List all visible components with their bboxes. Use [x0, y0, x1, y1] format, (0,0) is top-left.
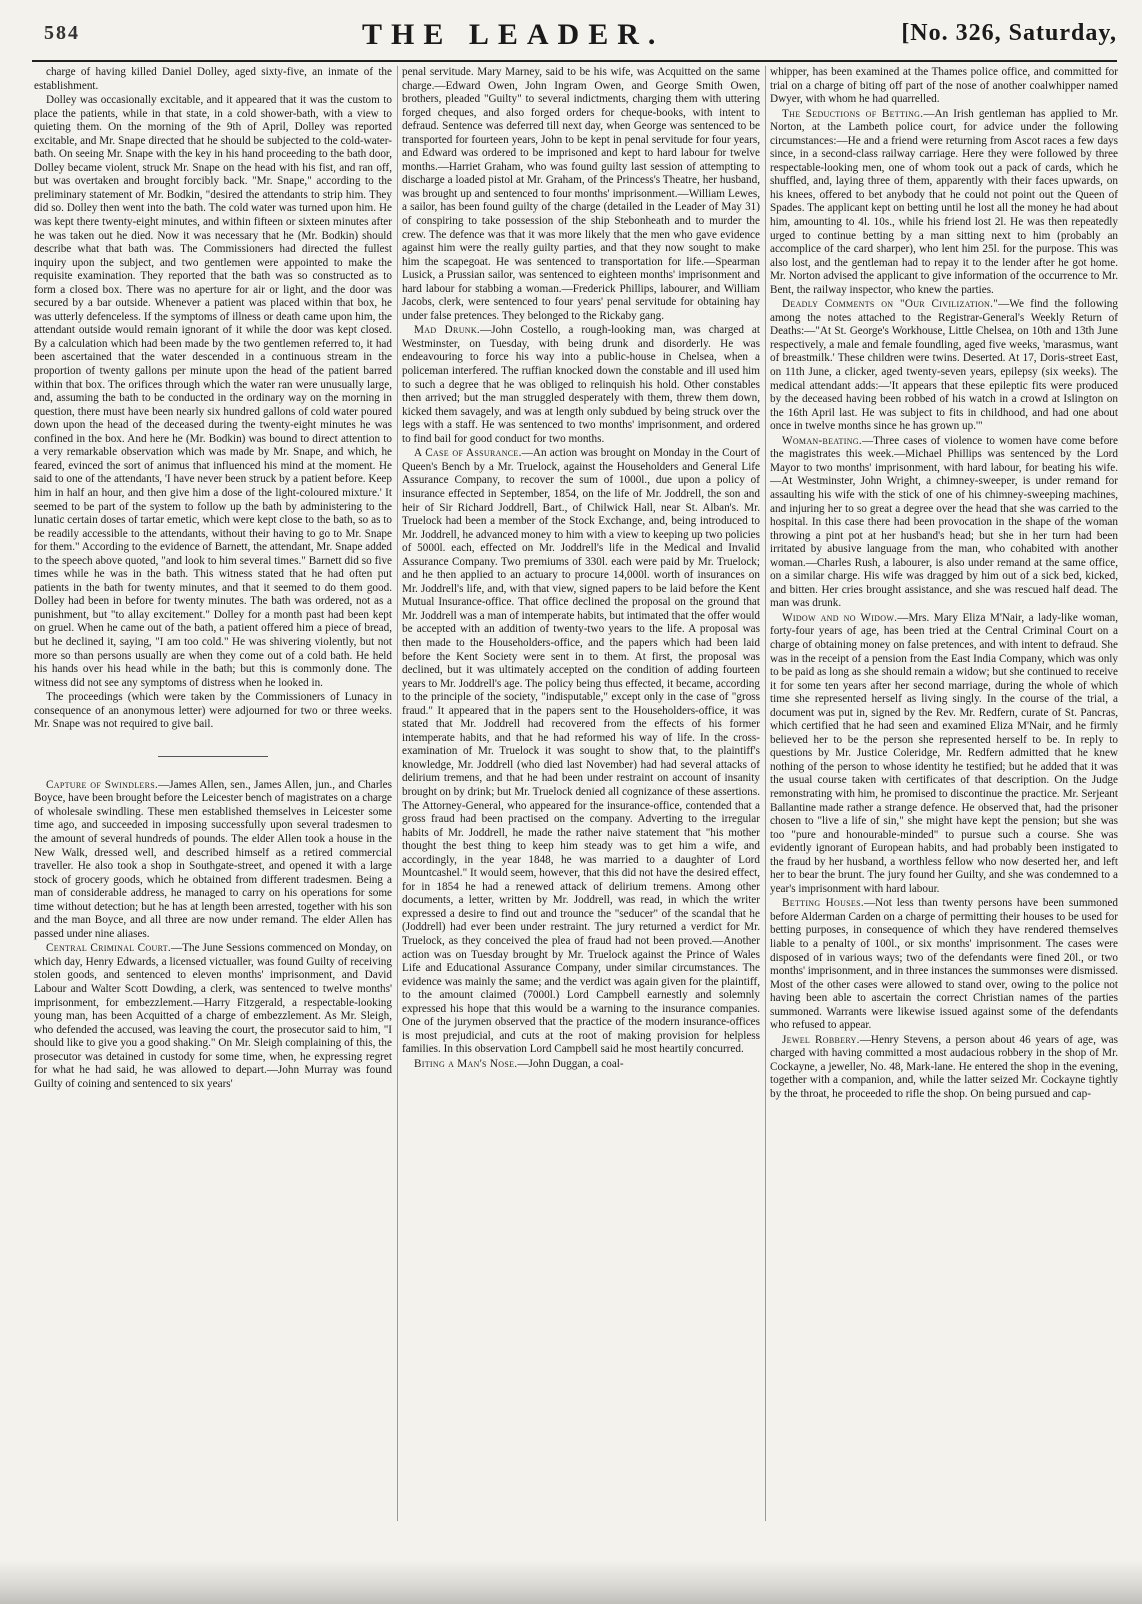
article-heading: Mad Drunk.: [414, 324, 481, 337]
article-paragraph: [34, 779, 392, 942]
article-paragraph: [770, 435, 1118, 611]
column-3: [770, 66, 1118, 1521]
article-text: Dolley was occasionally excitable, and it appeared that it was the custom to place the patients, while in that state, in a cold shower-bath, with a view to quieting them. On the morning of the 9th of April, Dolley was reported excitable, and Mr. Snape directed that he should be subjected to the cold-water-bath. On seeing Mr. Snape with the key in his hand proceeding to the bath door, Dolley became violent, struck Mr. Snape on the head with his fist, and ran off, but was overtaken and brought forcibly back. "Mr. Snape," according to the preliminary statement of Mr. Bodkin, "desired the attendants to strip him. They did so. Dolley then went into the bath. The cold water was turned upon him. He was kept there twenty-eight minutes, and within fifteen or sixteen minutes after he was taken out he died. Now it was necessary that he (Mr. Bodkin) should describe what that bath was. The Commissioners had directed the fullest inquiry upon the subject, and two gentlemen were appointed to make the requisite examination. They reported that the bath was so constructed as to form a closed box. There was no aperture for air or light, and the door was secured by a bar outside. Whenever a patient was placed within that box, he was utterly defenceless. If the symptoms of illness or death came upon him, the attendant outside would remain ignorant of it while the door was kept closed. By a calculation which had been made by the two gentlemen referred to, it had been ascertained that the water descended in a continuous stream in the proportion of twenty gallons per minute upon the head of the patient barred within that box. The orifices through which the water ran were unusually large, and, assuming the bath to be conducted in the ordinary way on the morning in question, there must have been nearly six hundred gallons of cold water poured down upon the head of the deceased during the twenty-eight minutes he was confined in the box. And here he (Mr. Bodkin) was bound to direct attention to a very remarkable observation which was made by Mr. Snape, and which, he feared, evinced the sort of animus that influenced his mind at the moment. He said to one of the attendants, 'I have never been struck by a patient before. Keep him in half an hour, and then give him a dose of the light-coloured mixture.' It seemed to be part of the system to follow up the bath by administering to the lunatic certain doses of tartar emetic, which were kept close to the bath, so as to be readily accessible to the attendants, without their having to go to Mr. Snape for them." According to the evidence of Barnett, the attendant, Mr. Snape added to the speech above quoted, "and look to him several times." Barnett did so five times while he was in the bath. This witness stated that he had often put patients in the bath for twenty minutes, and that it seemed to do them good. Dolley had been in before for twenty minutes. The bath was ordered, not as a punishment, but "to allay excitement." Dolley for a month past had been kept on gruel. When he came out of the bath, a patient offered him a piece of bread, but he declined it, saying, "I am too cold." He was shivering violently, but not more so than persons usually are when they come out of a cold bath. He held his hands over his head while in the bath; but this is commonly done. The witness did not see any symptoms of distress when he looked in.: [34, 94, 392, 689]
article-text: —The June Sessions commenced on Monday, on which day, Henry Edwards, a licensed victualler, was found Guilty of receiving stolen goods, and sentenced to eleven months' imprisonment, and David Labour and Walter Scott Dowding, a clerk, was sentenced to twelve months' imprisonment, for embezzlement.—Harry Fitzgerald, a respectable-looking young man, has been Acquitted of a charge of embezzlement. As Mr. Sleigh, who defended the accused, was leaving the court, the prosecutor said to him, "I should like to give you a good shaking." On Mr. Sleigh complaining of this, the prosecutor was detained in custody for some time, when, he expressing regret for what he had said, he was allowed to depart.—John Murray was found Guilty of coining and sentenced to six years': [34, 942, 392, 1090]
article-paragraph: [770, 298, 1118, 433]
article-heading: Betting Houses.: [782, 897, 864, 910]
header-rule: [32, 60, 1117, 62]
article-text: —John Costello, a rough-looking man, was charged at Westminster, on Tuesday, with being drunk and disorderly. He was endeavouring to force his way into a public-house in Chelsea, when a policeman interfered. The ruffian knocked down the constable and ill used him to such a degree that he was obliged to relinquish his hold. Other constables then arrived; but the man struggled desperately with them, threw them down, kicked them savagely, and was at length only subdued by being struck over the legs with a staff. He was sentenced to two months' imprisonment, and ordered to find bail for good conduct for two months.: [402, 324, 760, 445]
article-paragraph: [770, 612, 1118, 896]
column-separator: [397, 66, 398, 1521]
article-text: —John Duggan, a coal-: [517, 1057, 624, 1070]
masthead: THE LEADER.: [362, 18, 665, 51]
article-heading: Jewel Robbery.: [782, 1033, 860, 1046]
article-paragraph: [402, 324, 760, 446]
page-header: [32, 18, 1117, 60]
article-heading: Biting a Man's Nose.: [414, 1057, 518, 1070]
article-text: —An Irish gentleman has applied to Mr. Norton, at the Lambeth police court, for advice under the following circumstances:—He and a friend were returning from Ascot races a few days since, in a second-class railway carriage. Here they were followed by three respectable-looking men, one of whom took out a pack of cards, which he shuffled, and, laying three of them, apparently with their faces upwards, on his knees, offered to bet anybody that he could not point out the Queen of Spades. The applicant kept on betting until he lost all the money he had about him, amounting to 4l. 10s., while his friend lost 2l. He was then repeatedly urged to continue betting by a man sitting next to him (probably an accomplice of the card sharper), who lent him 25l. for the purpose. This was also lost, and the gentleman had to repay it to the lender after he got home. Mr. Norton advised the applicant to give information of the occurrence to Mr. Bent, the railway inspector, who knew the parties.: [770, 107, 1118, 296]
article-heading: Deadly Comments on "Our Civilization.": [782, 298, 999, 311]
article-text: —An action was brought on Monday in the Court of Queen's Bench by a Mr. Truelock, against the Householders and General Life Assurance Company, to recover the sum of 1000l., due upon a policy of insurance effected in September, 1854, on the life of Mr. Joddrell, the son and heir of Sir Richard Joddrell, Bart., of Chilwick Hall, near St. Alban's. Mr. Truelock had been a member of the Stock Exchange, and, being introduced to Mr. Joddrell, he advanced money to him with a view to keeping up two policies of 5000l. each, effected on Mr. Joddrell's life in the Medical and Invalid Assurance Company. Two premiums of 330l. each were paid by Mr. Truelock; and he then applied to an actuary to procure 14,000l. worth of insurances on Mr. Joddrell's life, and, with that view, signed papers to be laid before the Kent Mutual Insurance-office. That office declined the proposal on the ground that Mr. Joddrell was a man of intemperate habits, but intimated that the offer would be accepted with an addition of twenty-two years to the life. A proposal was then made to the Householders-office, and the papers which had been laid before the Kent Society were sent in to them. At first, the proposal was declined, but it was ultimately accepted on the condition of adding fourteen years to Mr. Joddrell's age. The policy being thus effected, it became, according to the principle of the society, "indisputable," except only in the case of "gross fraud." It appeared that in the papers sent to the Householders-office, it was stated that Mr. Joddrell had recovered from the effects of his former intemperate habits, and that he had reformed his way of life. In the cross-examination of Mr. Truelock it was sought to show that, to the plaintiff's knowledge, Mr. Joddrell (who died last November) had had several attacks of delirium tremens, and that he had been under restraint on account of insanity brought on by drink; but Mr. Truelock denied all cognizance of these assertions. The Attorney-General, who appeared for the insurance-office, contended that a gross fraud had been practised on the company. Adverting to the irregular habits of Mr. Joddrell, he made the rather naive statement that "his mother thought the best thing to keep him steady was to get him a wife, and accordingly, in the year 1848, he was married to a daughter of Lord Mountcashel." It would seem, however, that this did not have the desired effect, for in 1854 he had a renewed attack of delirium tremens. Among other documents, a letter, written by Mr. Joddrell, was read, in which the writer expressed a desire to find out and trounce the "seducer" of the scandal that he (Joddrell) had ever been under restraint. The jury returned a verdict for Mr. Truelock, as they conceived the plea of fraud had not been proved.—Another action was on Tuesday brought by Mr. Truelock against the Prince of Wales Life and Educational Assurance Company, under similar circumstances. The evidence was mainly the same; and the verdict was again given for the plaintiff, to the amount claimed (7000l.) Lord Campbell earnestly and solemnly expressed his hope that this would be a warning to the insurance companies. One of the jurymen observed that the practice of the modern insurance-offices is most prejudicial, and cuts at the root of making provision for helpless families. In this observation Lord Campbell said he most heartily concurred.: [402, 447, 760, 1056]
section-divider: [158, 756, 268, 757]
article-paragraph: [770, 66, 1118, 107]
article-paragraph: [402, 1058, 760, 1072]
article-text: —Mrs. Mary Eliza M'Nair, a lady-like woman, forty-four years of age, has been tried at the Central Criminal Court on a charge of obtaining money on false pretences, and with intent to defraud. She was in the receipt of a pension from the East India Company, which was only to be paid as long as she should remain a widow; but she continued to receive it for some ten years after her second marriage, during the whole of which time she represented herself as living singly. In the course of the trial, a document was put in, signed by the Rev. Mr. Redfern, curate of St. Pancras, which certified that he had seen and examined Eliza M'Nair, and he firmly believed her to be the person she represented herself to be. In reply to questions by Mr. Justice Coleridge, Mr. Redfern admitted that he knew nothing of the person to whose identity he testified; but he added that it was the usual course taken with certificates of that description. On the Judge remonstrating with him, he promised to discontinue the practice. Mr. Serjeant Ballantine made rather a strange defence. He observed that, had the prisoner chosen to "live a life of sin," she might have kept the pension; but she was too "pure and honourable-minded" to pursue such a course. She was evidently ignorant of European habits, and had probably been instigated to the fraud by her husband, a worthless fellow who now deserted her, and left her to bear the brunt. The jury found her Guilty, and she was condemned to a year's imprisonment with hard labour.: [770, 611, 1118, 895]
article-heading: Woman-beating.: [782, 434, 862, 447]
column-separator: [765, 66, 766, 1521]
article-paragraph: [770, 1034, 1118, 1102]
article-heading: Capture of Swindlers.: [46, 778, 159, 791]
issue-line: [No. 326, Saturday,: [901, 20, 1117, 46]
article-text: —Henry Stevens, a person about 46 years of age, was charged with having committed a most audacious robbery in the shop of Mr. Cockayne, a jeweller, No. 48, Mark-lane. He entered the shop in the evening, together with a companion, and, while the latter seized Mr. Cockayne tightly by the throat, he proceeded to rifle the shop. On being pursued and cap-: [770, 1033, 1118, 1101]
page-number: 584: [44, 22, 80, 44]
column-2: [402, 66, 760, 1521]
article-heading: The Seductions of Betting.: [782, 107, 924, 120]
article-paragraph: [770, 897, 1118, 1032]
article-paragraph: [34, 66, 392, 93]
article-paragraph: [770, 108, 1118, 298]
article-paragraph: [402, 66, 760, 323]
article-text: —Three cases of violence to women have come before the magistrates this week.—Michael Phillips was sentenced by the Lord Mayor to two months' imprisonment, with hard labour, for beating his wife.—At Westminster, John Wright, a chimney-sweeper, is under remand for assaulting his wife with the stick of one of his chimney-sweeping machines, and injuring her to so great a degree over the head that she was carried to the hospital. In this case there had been provocation in the shape of the woman throwing a pint pot at her husband's head; but she in her turn had been irritated by abusive language from the man, who cohabited with another woman.—Charles Rush, a labourer, is also under remand at the same office, on a similar charge. His wife was dragged by him out of a sick bed, kicked, and bitten. Her cries brought assistance, and she was rescued half dead. The man was drunk.: [770, 434, 1118, 610]
article-heading: Central Criminal Court.: [46, 942, 172, 955]
scan-shadow: [0, 1560, 1142, 1604]
article-text: —Not less than twenty persons have been summoned before Alderman Carden on a charge of permitting their houses to be used for betting purposes, in consequence of which they have rendered themselves liable to a penalty of 100l., or six months' imprisonment. The cases were disposed of in various ways; two of the defendants were fined 20l., or two months' imprisonment, and in three instances the summonses were dismissed. Most of the other cases were allowed to stand over, owing to the police not having been able to ascertain the correct Christian names of the parties summoned. Warrants were likewise issued against some of the defendants who refused to appear.: [770, 897, 1118, 1032]
article-text: —We find the following among the notes attached to the Registrar-General's Weekly Return of Deaths:—"At St. George's Workhouse, Little Chelsea, on 10th and 13th June respectively, a male and female foundling, aged five weeks, 'marasmus, want of breastmilk.' These children were twins. Deserted. At 17, Doris-street East, on 11th June, a clicker, aged twenty-seven years, epilepsy (six weeks). The medical attendant adds:—'It appears that these epileptic fits were produced by the deceased having been robbed of his watch in a crowd at Islington on the 16th April last. He was subject to fits in childhood, and had one about once in twelve months since he has grown up.'": [770, 298, 1118, 433]
article-paragraph: [34, 691, 392, 732]
article-paragraph: [402, 447, 760, 1057]
article-heading: A Case of Assurance.: [414, 447, 522, 460]
article-text: whipper, has been examined at the Thames police office, and committed for trial on a charge of biting off part of the nose of another coalwhipper named Dwyer, with whom he had quarrelled.: [770, 66, 1118, 106]
article-text: penal servitude. Mary Marney, said to be his wife, was Acquitted on the same charge.—Edward Owen, John Ingram Owen, and George Smith Owen, brothers, pleaded "Guilty" to several indictments, charging them with uttering forged cheques, and also forged orders for cheque-books, with intent to defraud. Sentence was deferred till next day, when George was sentenced to be transported for fourteen years, John to be kept in penal servitude for four years, and Edward was ordered to be imprisoned and kept to hard labour for twelve months.—Harriet Graham, who was found guilty last session of attempting to discharge a loaded pistol at Mr. Graham, of the Princess's Theatre, her husband, was brought up and sentenced to four months' imprisonment.—William Lewes, a sailor, has been found guilty of the charge (detailed in the Leader of May 31) of conspiring to take possession of the ship Stebonheath and to murder the crew. The defence was that it was more likely that the men who gave evidence against him were the really guilty parties, and that they now sought to make him the scapegoat. He was sentenced to transportation for life.—Spearman Lusick, a Prussian sailor, was sentenced to eighteen months' imprisonment and hard labour for stabbing a woman.—Frederick Phillips, labourer, and William Jacobs, clerk, were sentenced to four years' penal servitude for obtaining hay under false pretences. They belonged to the Rickaby gang.: [402, 66, 760, 322]
article-text: The proceedings (which were taken by the Commissioners of Lunacy in consequence of an anonymous letter) were adjourned for two or three weeks. Mr. Snape was not required to give bail.: [34, 691, 392, 731]
article-text: charge of having killed Daniel Dolley, aged sixty-five, an inmate of the establishment.: [34, 66, 392, 92]
column-1: [34, 66, 392, 1521]
article-text: —James Allen, sen., James Allen, jun., and Charles Boyce, have been brought before the Leicester bench of magistrates on a charge of wholesale swindling. These men established themselves in Leicester some time ago, and succeeded in imposing successfully upon several tradesmen to the amount of several hundreds of pounds. The elder Allen took a house in the New Walk, dressed well, and described himself as a retired commercial traveller. He also took a shop in Southgate-street, and opened it with a large stock of grocery goods, which he obtained from different tradesmen. Being a man of considerable address, he managed to carry on his operations for some time without detection; but he has at length been arrested, together with his son and the man Boyce, and all three are now under remand. The elder Allen has passed under nine aliases.: [34, 778, 392, 940]
article-heading: Widow and no Widow.: [782, 611, 898, 624]
article-paragraph: [34, 942, 392, 1091]
article-paragraph: [34, 94, 392, 690]
